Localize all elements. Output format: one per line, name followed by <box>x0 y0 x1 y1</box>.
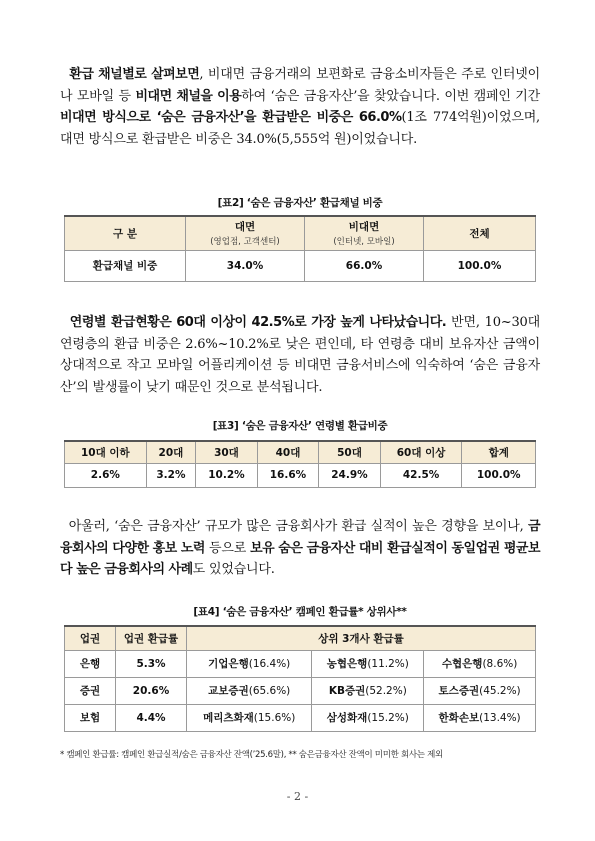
table-age-group <box>64 440 536 488</box>
company-rate: (11.2%) <box>367 658 409 670</box>
table-refund-channel <box>64 215 536 282</box>
header-total: 전체 <box>424 216 536 250</box>
company-name: 농협은행 <box>326 658 368 670</box>
age-header-cell: 합계 <box>462 441 536 463</box>
company-name: 삼성화재 <box>326 712 368 724</box>
company-name: 한화손보 <box>438 712 480 724</box>
company-rate: (65.6%) <box>248 685 291 697</box>
company-cell <box>312 704 424 731</box>
company-name: 수협은행 <box>441 658 483 670</box>
age-header-cell: 50대 <box>319 441 381 463</box>
table-row <box>65 704 536 731</box>
table4-caption: [표4] ‘숨은 금융자산’ 캠페인 환급률* 상위사** <box>193 606 407 618</box>
sector-cell: 은행 <box>65 650 116 677</box>
company-cell <box>187 677 312 704</box>
company-cell <box>424 677 536 704</box>
company-cell <box>312 677 424 704</box>
sector-rate-cell: 20.6% <box>116 677 187 704</box>
page-number: - 2 - <box>286 790 309 803</box>
value-face-to-face: 34.0% <box>186 250 305 281</box>
table-top-companies <box>64 625 536 732</box>
company-cell <box>424 650 536 677</box>
company-cell <box>424 704 536 731</box>
age-header-cell: 10대 이하 <box>65 441 147 463</box>
sector-rate-cell: 5.3% <box>116 650 187 677</box>
value-non-face-to-face: 66.0% <box>305 250 424 281</box>
age-header-cell: 20대 <box>146 441 196 463</box>
age-value-cell: 100.0% <box>462 463 536 487</box>
company-rate: (15.6%) <box>253 712 296 724</box>
company-name: 교보증권 <box>208 685 249 697</box>
age-value-cell: 24.9% <box>319 463 381 487</box>
header-category: 구 분 <box>65 216 186 250</box>
header-sector: 업권 <box>65 626 116 650</box>
header-face-to-face: 대면 (영업점, 고객센터) <box>186 216 305 250</box>
row-label: 환급채널 비중 <box>65 250 186 281</box>
paragraph-age-group: 연령별 환급현황은 60대 이상이 42.5%로 가장 높게 나타났습니다. 반면, 10~30대 연령층의 환급 비중은 2.6%~10.2%로 낮은 편인데, 타 연령층 대비 보유자산 금액이 상대적으로 작고 모바일 어플리케이션 등 비대면 금융서비스에 익숙하여 ‘숨은 금융자산’의 발생률이 낮기 때문인 것으로 분석됩니다. <box>60 315 540 395</box>
table-row <box>65 650 536 677</box>
age-value-cell: 2.6% <box>65 463 147 487</box>
table2-caption: [표2] ‘숨은 금융자산’ 환급채널 비중 <box>217 197 383 209</box>
company-name: 기업은행 <box>208 658 249 670</box>
header-non-face-to-face: 비대면 (인터넷, 모바일) <box>305 216 424 250</box>
company-rate: (45.2%) <box>479 685 521 697</box>
table-row <box>65 677 536 704</box>
company-rate: (52.2%) <box>365 685 407 697</box>
company-name: 토스증권 <box>438 685 480 697</box>
header-sector-rate: 업권 환급률 <box>116 626 187 650</box>
value-total: 100.0% <box>424 250 536 281</box>
age-value-cell: 16.6% <box>257 463 319 487</box>
company-cell <box>187 650 312 677</box>
age-header-cell: 40대 <box>257 441 319 463</box>
company-rate: (8.6%) <box>482 658 518 670</box>
company-rate: (16.4%) <box>248 658 291 670</box>
paragraph-top-companies: 아울러, ‘숨은 금융자산’ 규모가 많은 금융회사가 환급 실적이 높은 경향을 보이나, 금융회사의 다양한 홍보 노력 등으로 보유 숨은 금융자산 대비 환급실적이 동일업권 평균보다 높은 금융회사의 사례도 있었습니다. <box>60 519 540 577</box>
age-value-cell: 10.2% <box>196 463 258 487</box>
company-cell <box>312 650 424 677</box>
sector-rate-cell: 4.4% <box>116 704 187 731</box>
company-rate: (13.4%) <box>479 712 521 724</box>
table3-caption: [표3] ‘숨은 금융자산’ 연령별 환급비중 <box>212 420 388 432</box>
header-top3: 상위 3개사 환급률 <box>187 626 536 650</box>
age-value-cell: 3.2% <box>146 463 196 487</box>
company-cell <box>187 704 312 731</box>
footnote: * 캠페인 환급률: 캠페인 환급실적/숨은 금융자산 잔액(’25.6말), ** 숨은금융자산 잔액이 미미한 회사는 제외 <box>60 750 443 760</box>
sector-cell: 보험 <box>65 704 116 731</box>
company-rate: (15.2%) <box>367 712 409 724</box>
company-name: KB증권 <box>328 685 366 697</box>
paragraph-refund-channel: 환급 채널별로 살펴보면, 비대면 금융거래의 보편화로 금융소비자들은 주로 인터넷이나 모바일 등 비대면 채널을 이용하여 ‘숨은 금융자산’을 찾았습니다. 이번 캠페인 기간 비대면 방식으로 ‘숨은 금융자산’을 환급받은 비중은 66.0%(1조 774억원)이었으며, 대면 방식으로 환급받은 비중은 34.0%(5,555억 원)이었습니다. <box>60 67 540 147</box>
sector-cell: 증권 <box>65 677 116 704</box>
company-name: 메리츠화재 <box>203 712 254 724</box>
age-header-cell: 30대 <box>196 441 258 463</box>
age-header-cell: 60대 이상 <box>380 441 462 463</box>
age-value-cell: 42.5% <box>380 463 462 487</box>
